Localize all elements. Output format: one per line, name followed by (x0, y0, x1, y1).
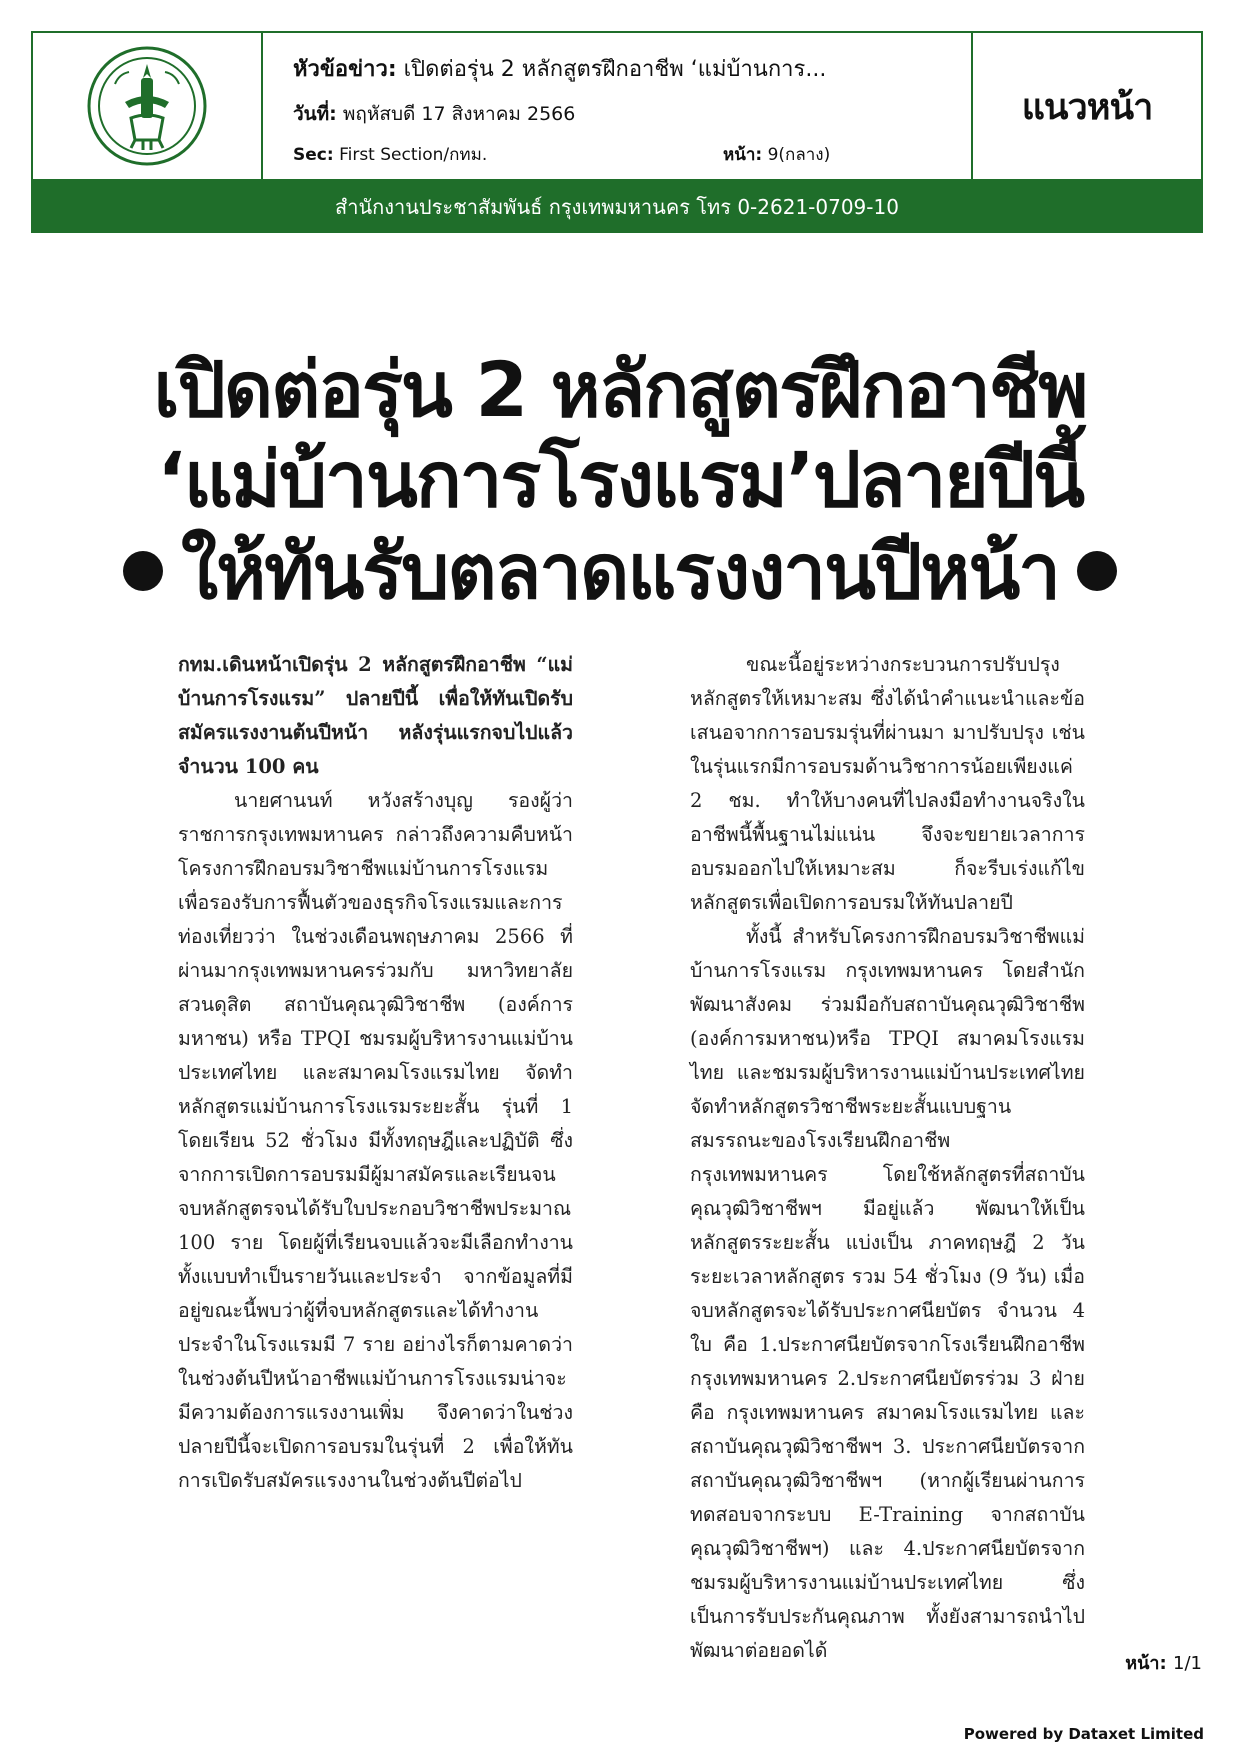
headline-label: หัวข้อข่าว: (293, 57, 397, 82)
logo-cell (33, 33, 263, 179)
article-title-line-3-row (60, 512, 1180, 632)
article-title-line-1: เปิดต่อรุ่น 2 หลักสูตรฝึกอาชีพ (153, 345, 1087, 434)
footer-page-value: 1/1 (1173, 1653, 1202, 1674)
lead-text: กทม.เดินหน้าเปิดรุ่น 2 หลักสูตรฝึกอาชีพ “แม่บ้านการโรงแรม” ปลายปีนี้ เพื่อให้ทันเปิดรับสมัครแรงงานต้นปีหน้า หลังรุ่นแรกจบไปแล้ว จำนวน 100 คน (178, 653, 573, 778)
office-line: สำนักงานประชาสัมพันธ์ กรุงเทพมหานคร โทร 0-2621-0709-10 (335, 195, 899, 219)
section-label: Sec: (293, 145, 334, 165)
date-value: พฤหัสบดี 17 สิงหาคม 2566 (342, 103, 576, 125)
footer-page-number (1125, 1648, 1202, 1677)
page-label: หน้า: (723, 145, 763, 165)
bangkok-city-seal-icon (85, 44, 209, 168)
category-cell (973, 33, 1201, 179)
date-row (293, 99, 575, 129)
date-label: วันที่: (293, 103, 337, 125)
section-value: First Section/กทม. (339, 145, 488, 165)
section-row (293, 141, 487, 168)
publication-name: แนวหน้า (1021, 86, 1153, 128)
footer-page-label: หน้า: (1125, 1653, 1167, 1674)
bullet-icon (1077, 551, 1117, 591)
info-cell (263, 33, 973, 179)
powered-by: Powered by Dataxet Limited (963, 1725, 1204, 1743)
headline-row (293, 51, 826, 86)
article-paragraph-3: ทั้งนี้ สำหรับโครงการฝึกอบรมวิชาชีพแม่บ้านการโรงแรม กรุงเทพมหานคร โดยสำนักพัฒนาสังคม ร่วมมือกับสถาบันคุณวุฒิวิชาชีพ (องค์การมหาชน)หรือ TPQI สมาคมโรงแรมไทย และชมรมผู้บริหารงานแม่บ้านประเทศไทย จัดทำหลักสูตรวิชาชีพระยะสั้นแบบฐานสมรรถนะของโรงเรียนฝึกอาชีพกรุงเทพมหานคร โดยใช้หลักสูตรที่สถาบันคุณวุฒิวิชาชีพฯ มีอยู่แล้ว พัฒนาให้เป็นหลักสูตรระยะสั้น แบ่งเป็น ภาคทฤษฎี 2 วัน ระยะเวลาหลักสูตร รวม 54 ชั่วโมง (9 วัน) เมื่อจบหลักสูตรจะได้รับประกาศนียบัตร จำนวน 4 ใบ คือ 1.ประกาศนียบัตรจากโรงเรียนฝึกอาชีพกรุงเทพมหานคร 2.ประกาศนียบัตรร่วม 3 ฝ่าย คือ กรุงเทพมหานคร สมาคมโรงแรมไทย และสถาบันคุณวุฒิวิชาชีพฯ 3. ประกาศนียบัตรจากสถาบันคุณวุฒิวิชาชีพฯ (หากผู้เรียนผ่านการทดสอบจากระบบ E-Training จากสถาบันคุณวุฒิวิชาชีพฯ) และ 4.ประกาศนียบัตรจากชมรมผู้บริหารงานแม่บ้านประเทศไทย ซึ่งเป็นการรับประกันคุณภาพ ทั้งยังสามารถนำไปพัฒนาต่อยอดได้ (690, 925, 1085, 1662)
bullet-icon (123, 551, 163, 591)
article-title-line-3: ให้ทันรับตลาดแรงงานปีหน้า (181, 527, 1059, 616)
page-row (723, 141, 830, 168)
article-title-line-2: ‘แม่บ้านการโรงแรม’ปลายปีนี้ (156, 435, 1084, 524)
article-paragraph-1: นายศานนท์ หวังสร้างบุญ รองผู้ว่าราชการกรุงเทพมหานคร กล่าวถึงความคืบหน้าโครงการฝึกอบรมวิชาชีพแม่บ้านการโรงแรม เพื่อรองรับการฟื้นตัวของธุรกิจโรงแรมและการท่องเที่ยวว่า ในช่วงเดือนพฤษภาคม 2566 ที่ผ่านมากรุงเทพมหานครร่วมกับ มหาวิทยาลัยสวนดุสิต สถาบันคุณวุฒิวิชาชีพ (องค์การมหาชน) หรือ TPQI ชมรมผู้บริหารงานแม่บ้านประเทศไทย และสมาคมโรงแรมไทย จัดทำหลักสูตรแม่บ้านการโรงแรมระยะสั้น รุ่นที่ 1 โดยเรียน 52 ชั่วโมง มีทั้งทฤษฎีและปฏิบัติ ซึ่งจากการเปิดการอบรมมีผู้มาสมัครและเรียนจนจบหลักสูตรจนได้รับใบประกอบวิชาชีพประมาณ 100 ราย โดยผู้ที่เรียนจบแล้วจะมีเลือกทำงานทั้งแบบทำเป็นรายวันและประจำ จากข้อมูลที่มีอยู่ขณะนี้พบว่าผู้ที่จบหลักสูตรและได้ทำงานประจำในโรงแรมมี 7 ราย อย่างไรก็ตามคาดว่าในช่วงต้นปีหน้าอาชีพแม่บ้านการโรงแรมน่าจะมีความต้องการแรงงานเพิ่ม จึงคาดว่าในช่วงปลายปีนี้จะเปิดการอบรมในรุ่นที่ 2 เพื่อให้ทันการเปิดรับสมัครแรงงานในช่วงต้นปีต่อไป (178, 789, 573, 1492)
page-value: 9(กลาง) (767, 145, 831, 165)
article-paragraph-2: ขณะนี้อยู่ระหว่างกระบวนการปรับปรุงหลักสูตรให้เหมาะสม ซึ่งได้นำคำแนะนำและข้อเสนอจากการอบรมรุ่นที่ผ่านมา มาปรับปรุง เช่น ในรุ่นแรกมีการอบรมด้านวิชาการน้อยเพียงแค่ 2 ชม. ทำให้บางคนที่ไปลงมือทำงานจริงในอาชีพนี้พื้นฐานไม่แน่น จึงจะขยายเวลาการอบรมออกไปให้เหมาะสม ก็จะรีบเร่งแก้ไขหลักสูตรเพื่อเปิดการอบรมให้ทันปลายปี (690, 653, 1085, 914)
office-bar (31, 181, 1203, 233)
clipping-header (31, 31, 1203, 181)
article-column-left (178, 648, 573, 1498)
article-column-right (690, 648, 1085, 1668)
article-lead (178, 648, 573, 784)
headline-value: เปิดต่อรุ่น 2 หลักสูตรฝึกอาชีพ ‘แม่บ้านการ... (403, 57, 827, 82)
